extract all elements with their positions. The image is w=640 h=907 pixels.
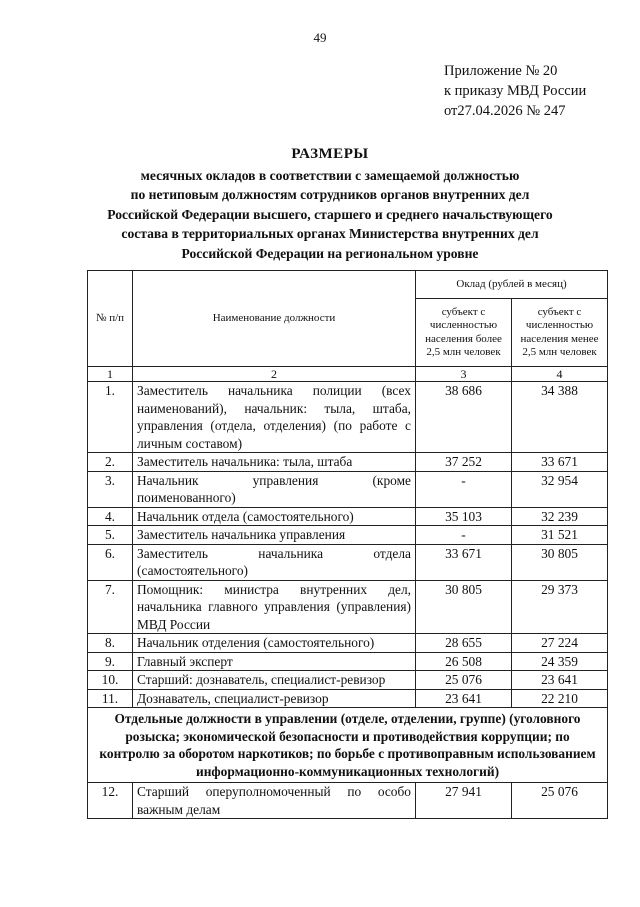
title-line-1: месячных окладов в соответствии с замещаемой должностью: [140, 167, 520, 183]
title-line-3: Российской Федерации высшего, старшего и среднего начальствующего: [107, 206, 553, 222]
index-cell: 4: [512, 367, 608, 382]
salary-large-region: 23 641: [416, 689, 512, 708]
salary-large-region: 37 252: [416, 453, 512, 472]
table-row: [88, 783, 608, 819]
row-number: 12.: [88, 783, 133, 819]
table-row: [88, 382, 608, 453]
position-name: Заместитель начальника полиции (всех наименований), начальник: тыла, штаба, управления (отдела, отделения) (по работе с личным составом): [133, 382, 416, 453]
header-name: Наименование должности: [133, 271, 416, 367]
row-number: 1.: [88, 382, 133, 453]
row-number: 8.: [88, 634, 133, 653]
salary-small-region: 33 671: [512, 453, 608, 472]
salary-large-region: 38 686: [416, 382, 512, 453]
index-cell: 3: [416, 367, 512, 382]
row-number: 10.: [88, 671, 133, 690]
position-name: Начальник управления (кроме поименованного): [133, 471, 416, 507]
table-row: [88, 507, 608, 526]
position-name: Главный эксперт: [133, 652, 416, 671]
row-number: 9.: [88, 652, 133, 671]
position-name: Дознаватель, специалист-ревизор: [133, 689, 416, 708]
table-row: [88, 453, 608, 472]
table-row: [88, 634, 608, 653]
row-number: 11.: [88, 689, 133, 708]
table-row: [88, 471, 608, 507]
salary-small-region: 22 210: [512, 689, 608, 708]
index-cell: 2: [133, 367, 416, 382]
row-number: 5.: [88, 526, 133, 545]
salary-large-region: 25 076: [416, 671, 512, 690]
table-row: [88, 526, 608, 545]
table-row: [88, 580, 608, 634]
salary-small-region: 24 359: [512, 652, 608, 671]
salary-large-region: 33 671: [416, 544, 512, 580]
row-number: 3.: [88, 471, 133, 507]
position-name: Начальник отдела (самостоятельного): [133, 507, 416, 526]
salary-large-region: 26 508: [416, 652, 512, 671]
section-header-row: [88, 708, 608, 783]
position-name: Начальник отделения (самостоятельного): [133, 634, 416, 653]
row-number: 7.: [88, 580, 133, 634]
title-heading: РАЗМЕРЫ: [291, 146, 369, 162]
document-title: [60, 145, 600, 263]
salary-small-region: 31 521: [512, 526, 608, 545]
position-name: Помощник: министра внутренних дел, начальника главного управления (управления) МВД России: [133, 580, 416, 634]
section-title: Отдельные должности в управлении (отделе, отделении, группе) (уголовного розыска; экономической безопасности и противодействия коррупции; по контролю за оборотом наркотиков; по борьбе с противоправным использованием информационно-коммуникационных технологий): [88, 708, 608, 783]
position-name: Старший: дознаватель, специалист-ревизор: [133, 671, 416, 690]
salary-small-region: 34 388: [512, 382, 608, 453]
header-col-4: субъект с численностью населения менее 2,5 млн человек: [512, 299, 608, 367]
table-row: [88, 652, 608, 671]
appendix-reference: [444, 61, 586, 121]
row-number: 6.: [88, 544, 133, 580]
header-col-3: субъект с численностью населения более 2,5 млн человек: [416, 299, 512, 367]
salary-large-region: 28 655: [416, 634, 512, 653]
appendix-line-2: к приказу МВД России: [444, 83, 587, 99]
salary-large-region: -: [416, 526, 512, 545]
table-row: [88, 544, 608, 580]
header-salary: Оклад (рублей в месяц): [416, 271, 608, 299]
title-line-4: состава в территориальных органах Министерства внутренних дел: [121, 226, 539, 241]
row-number: 2.: [88, 453, 133, 472]
salary-large-region: 27 941: [416, 783, 512, 819]
salary-large-region: -: [416, 471, 512, 507]
index-cell: 1: [88, 367, 133, 382]
position-name: Заместитель начальника: тыла, штаба: [133, 453, 416, 472]
table-row: [88, 689, 608, 708]
table-row: [88, 671, 608, 690]
appendix-line-1: Приложение № 20: [444, 63, 558, 79]
salary-small-region: 30 805: [512, 544, 608, 580]
header-num: № п/п: [88, 271, 133, 367]
page-number: 49: [313, 30, 327, 45]
row-number: 4.: [88, 507, 133, 526]
salary-large-region: 35 103: [416, 507, 512, 526]
position-name: Заместитель начальника отдела (самостоятельного): [133, 544, 416, 580]
title-line-5: Российской Федерации на региональном уровне: [181, 245, 479, 261]
salary-small-region: 32 239: [512, 507, 608, 526]
salary-table: [87, 270, 608, 819]
salary-small-region: 29 373: [512, 580, 608, 634]
title-line-2: по нетиповым должностям сотрудников органов внутренних дел: [130, 187, 530, 202]
salary-small-region: 27 224: [512, 634, 608, 653]
position-name: Заместитель начальника управления: [133, 526, 416, 545]
appendix-line-3: от27.04.2026 № 247: [444, 103, 566, 119]
salary-small-region: 25 076: [512, 783, 608, 819]
salary-small-region: 23 641: [512, 671, 608, 690]
position-name: Старший оперуполномоченный по особо важным делам: [133, 783, 416, 819]
salary-small-region: 32 954: [512, 471, 608, 507]
salary-large-region: 30 805: [416, 580, 512, 634]
column-index-row: [88, 367, 608, 382]
